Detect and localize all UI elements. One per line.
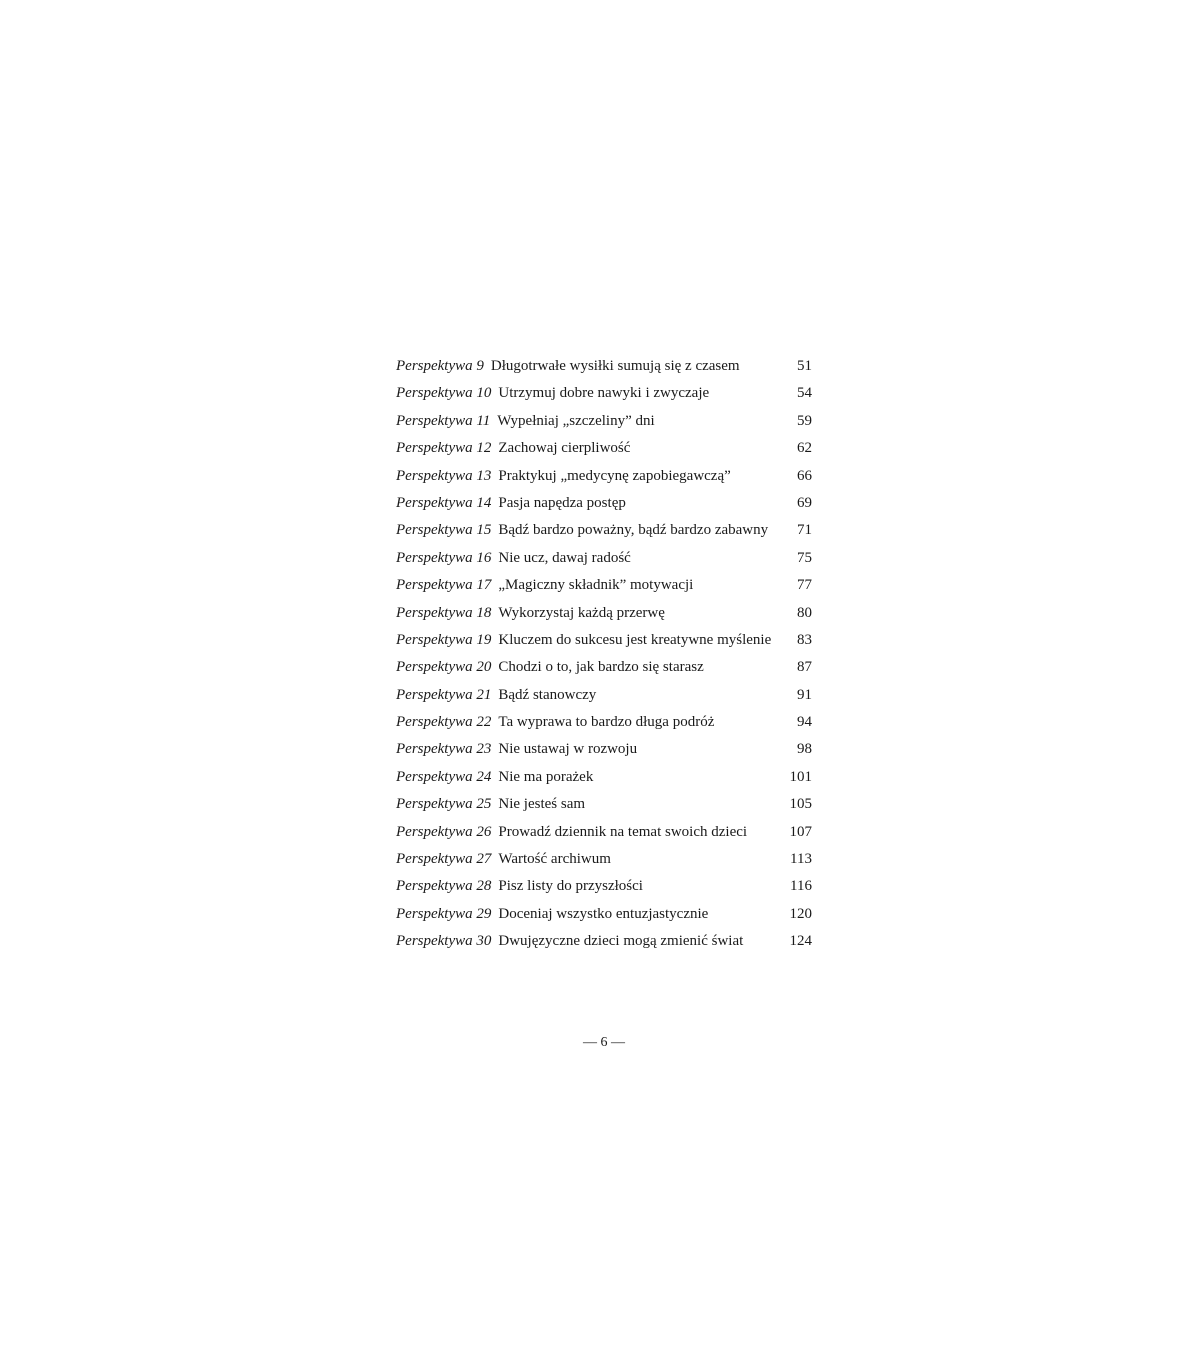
toc-entry [396, 873, 812, 900]
toc-entry-title: Prowadź dziennik na temat swoich dzieci [498, 823, 748, 840]
toc-entry [396, 490, 812, 517]
toc-entry-label: Perspektywa 21 [396, 686, 492, 703]
toc-entry-label: Perspektywa 25 [396, 796, 492, 813]
toc-entry [396, 545, 812, 572]
toc-entry-page: 54 [797, 385, 812, 402]
toc-entry-label: Perspektywa 23 [396, 741, 492, 758]
toc-entry [396, 764, 812, 791]
toc-entry-page: 62 [797, 440, 812, 457]
toc-entry [396, 435, 812, 462]
toc-entry-page: 94 [797, 714, 812, 731]
toc-entry [396, 517, 812, 544]
toc-entry-title: Bądź stanowczy [498, 686, 597, 703]
toc-entry-title: Bądź bardzo poważny, bądź bardzo zabawny [498, 522, 769, 539]
toc-entry [396, 928, 812, 955]
toc-entry-label: Perspektywa 11 [396, 412, 491, 429]
toc-entry-label: Perspektywa 19 [396, 631, 492, 648]
toc-entry-title: Doceniaj wszystko entuzjastycznie [498, 905, 709, 922]
toc-entry-title: Pasja napędza postęp [498, 494, 626, 511]
toc-entry-label: Perspektywa 26 [396, 823, 492, 840]
toc-entry [396, 901, 812, 928]
toc-entry-label: Perspektywa 9 [396, 358, 484, 374]
toc-entry-page: 77 [797, 577, 812, 594]
toc-entry-label: Perspektywa 14 [396, 494, 492, 511]
toc-entry-title: Nie ma porażek [498, 768, 594, 785]
toc-entry-page: 83 [797, 631, 812, 648]
toc-entry-page: 107 [789, 823, 812, 840]
toc-entry [396, 572, 812, 599]
toc-entry [396, 463, 812, 490]
toc-entry-title: Nie ucz, dawaj radość [498, 549, 631, 566]
toc-entry-title: Chodzi o to, jak bardzo się starasz [498, 659, 704, 676]
toc-entry-page: 51 [797, 358, 812, 374]
toc-entry [396, 654, 812, 681]
toc-entry-title: Dwujęzyczne dzieci mogą zmienić świat [498, 933, 744, 950]
toc-entry-page: 124 [789, 933, 812, 950]
toc-entry-title: Nie jesteś sam [498, 796, 586, 813]
toc-entry-title: Zachowaj cierpliwość [498, 440, 631, 457]
toc-entry-title: Nie ustawaj w rozwoju [498, 741, 638, 758]
toc-entry-label: Perspektywa 18 [396, 604, 492, 621]
toc-entry-page: 69 [797, 494, 812, 511]
toc-entry-page: 101 [789, 768, 812, 785]
toc-entry-label: Perspektywa 29 [396, 905, 492, 922]
toc-entry-label: Perspektywa 22 [396, 714, 492, 731]
toc-entry-label: Perspektywa 30 [396, 933, 492, 950]
toc-entry [396, 408, 812, 435]
toc-entry [396, 819, 812, 846]
toc-entry [396, 353, 812, 380]
toc-entry-title: Utrzymuj dobre nawyki i zwyczaje [498, 385, 710, 402]
toc-entry-page: 87 [797, 659, 812, 676]
toc-entry-page: 80 [797, 604, 812, 621]
toc-entry-page: 75 [797, 549, 812, 566]
toc-entry-label: Perspektywa 13 [396, 467, 492, 484]
toc-entry [396, 846, 812, 873]
toc-entry-label: Perspektywa 10 [396, 385, 492, 402]
toc-entry-page: 105 [789, 796, 812, 813]
toc-entry-label: Perspektywa 12 [396, 440, 492, 457]
toc-entry [396, 380, 812, 407]
toc-entry-label: Perspektywa 15 [396, 522, 492, 539]
toc-entry-title: Pisz listy do przyszłości [498, 878, 643, 895]
toc-entry-title: Kluczem do sukcesu jest kreatywne myślenie [498, 631, 772, 648]
toc-entry-label: Perspektywa 17 [396, 577, 492, 594]
toc-entry-title: „Magiczny składnik” motywacji [498, 577, 694, 594]
toc-entry-label: Perspektywa 20 [396, 659, 492, 676]
toc-entry [396, 709, 812, 736]
page-number: — 6 — [583, 1035, 625, 1050]
toc-entry-title: Wykorzystaj każdą przerwę [498, 604, 665, 621]
toc-entry-label: Perspektywa 28 [396, 878, 492, 895]
toc-entry-page: 59 [797, 412, 812, 429]
toc-entry-page: 66 [797, 467, 812, 484]
table-of-contents [396, 353, 812, 956]
toc-entry-page: 98 [797, 741, 812, 758]
toc-entry-page: 116 [790, 878, 812, 895]
toc-entry-page: 91 [797, 686, 812, 703]
toc-entry [396, 791, 812, 818]
toc-entry [396, 600, 812, 627]
toc-entry-label: Perspektywa 24 [396, 768, 492, 785]
toc-entry-title: Wartość archiwum [498, 851, 611, 868]
toc-entry-label: Perspektywa 16 [396, 549, 492, 566]
toc-entry [396, 682, 812, 709]
toc-entry [396, 627, 812, 654]
toc-entry-title: Wypełniaj „szczeliny” dni [497, 412, 655, 429]
toc-entry [396, 736, 812, 763]
toc-entry-label: Perspektywa 27 [396, 851, 492, 868]
toc-entry-title: Praktykuj „medycynę zapobiegawczą” [498, 467, 731, 484]
toc-entry-title: Ta wyprawa to bardzo długa podróż [498, 714, 715, 731]
toc-entry-page: 71 [797, 522, 812, 539]
toc-entry-page: 113 [790, 851, 812, 868]
toc-entry-page: 120 [789, 905, 812, 922]
toc-entry-title: Długotrwałe wysiłki sumują się z czasem [490, 358, 740, 374]
